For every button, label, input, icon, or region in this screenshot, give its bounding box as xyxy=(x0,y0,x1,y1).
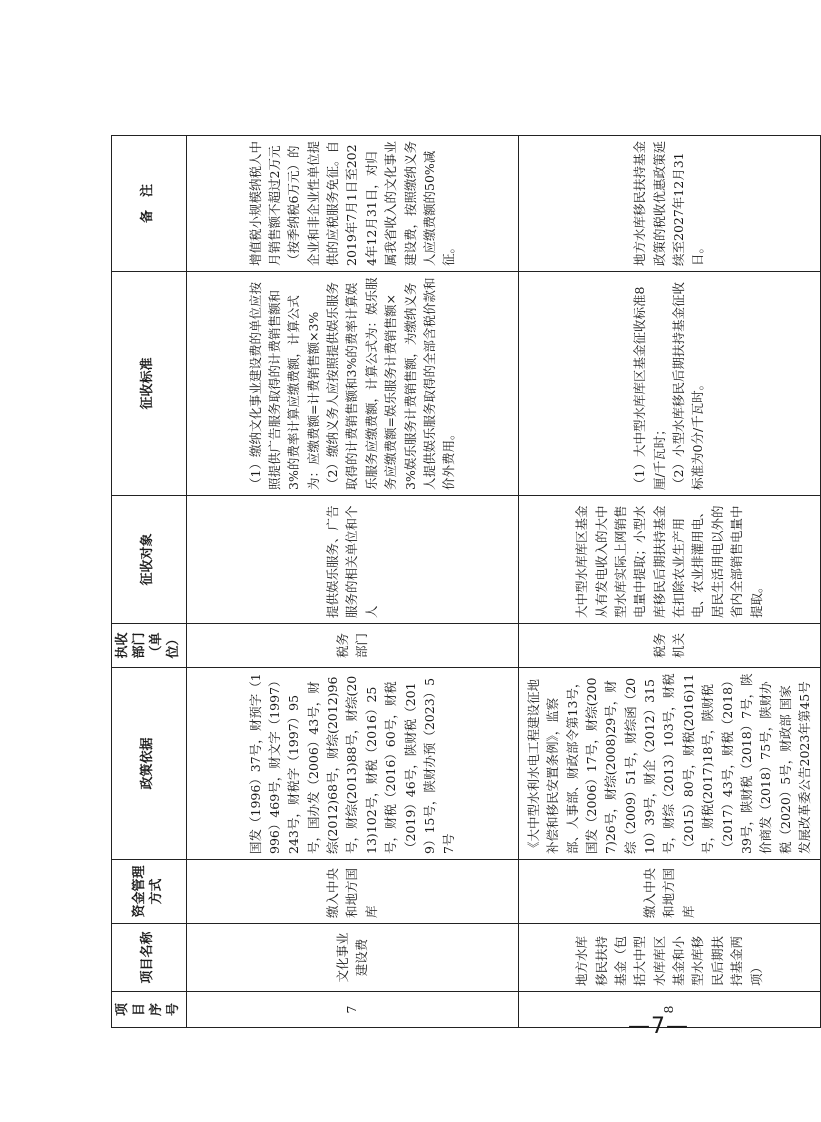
table-header-row xyxy=(112,136,187,1028)
header-seq: 项目序号 xyxy=(112,992,187,1028)
header-basis: 政策依据 xyxy=(112,668,187,860)
cell-name: 地方水库移民扶持基金（包括大中型水库库区基金和小型水库移民后期扶持基金两项） xyxy=(518,924,820,992)
cell-seq: 7 xyxy=(186,992,518,1028)
cell-remark: 增值税小规模纳税人中月销售额不超过2万元（按季纳税6万元）的企业和非企业性单位提供的应税服务免征。自2019年7月1日至2024年12月31日，对归属我省收入的文化事业建设费，按照缴纳义务人应缴费额的50%减征。 xyxy=(186,136,518,272)
cell-dept: 税务机关 xyxy=(518,624,820,668)
cell-fund-mgmt: 缴入中央和地方国库 xyxy=(186,860,518,924)
header-name: 项目名称 xyxy=(112,924,187,992)
header-fund-mgmt: 资金管理方式 xyxy=(112,860,187,924)
cell-dept: 税务部门 xyxy=(186,624,518,668)
page-number: —7— xyxy=(628,1014,689,1039)
cell-standard: （1）大中型水库库区基金征收标准8厘/千瓦时； （2）小型水库移民后期扶持基金征收标准为0分/千瓦时。 xyxy=(518,272,820,496)
table-row xyxy=(518,136,820,1028)
table-row xyxy=(186,136,518,1028)
header-standard: 征收标准 xyxy=(112,272,187,496)
cell-target: 大中型水库库区基金从有发电收入的大中型水库实际上网销售电量中提取；小型水库移民后期扶持基金在扣除农业生产用电、农业排灌用电、居民生活用电以外的省内全部销售电量中提取。 xyxy=(518,496,820,624)
cell-fund-mgmt: 缴入中央和地方国库 xyxy=(518,860,820,924)
policy-table xyxy=(111,135,821,1028)
rotated-table-wrapper xyxy=(111,136,812,1028)
header-target: 征收对象 xyxy=(112,496,187,624)
cell-standard: （1）缴纳文化事业建设费的单位应按照提供广告服务取得的计费销售额和3%的费率计算应缴费额，计算公式为：应缴费额=计费销售额×3% （2）缴纳义务人应按照提供娱乐服务取得的计费销售额和3%的费率计算娱乐服务应缴费额，计算公式为：娱乐服务应缴费额=娱乐服务计费销售额×3%娱乐服务计费销售额，为缴纳义务人提供娱乐服务取得的全部含税价款和价外费用。 xyxy=(186,272,518,496)
cell-basis: 国发（1996）37号，财预字（1996）469号，财文字（1997）243号，财税字（1997）95号，国办发（2006）43号，财综(2012)68号，财综(2012)96号，财综(2013)88号，财综(2013)102号，财税（2016）25号，财税（2016）60号，财税（2019）46号，陕财税（2019）15号，陕财办预（2023）57号 xyxy=(186,668,518,860)
cell-basis: 《大中型水利水电工程建设征地补偿和移民安置条例》，监察部、人事部、财政部令第13号，国发（2006）17号，财综(2007)26号，财综(2008)29号，财综（2009）51号，财综函（2010）39号，财企（2012）315号，财综（2013）103号，财税（2015）80号，财税(2016)11号，财税(2017)18号，陕财税（2017）43号，财税（2018）39号，陕财税（2018）7号，陕价商发（2018）75号，陕财办税（2020）5号，财政部 国家发展改革委公告2023年第45号 xyxy=(518,668,820,860)
header-dept: 执收部门（单位） xyxy=(112,624,187,668)
header-remark: 备 注 xyxy=(112,136,187,272)
cell-remark: 地方水库移民扶持基金政策的税收优惠政策延续至2027年12月31日。 xyxy=(518,136,820,272)
cell-name: 文化事业建设费 xyxy=(186,924,518,992)
cell-seq: 8 xyxy=(518,992,820,1028)
cell-target: 提供娱乐服务、广告服务的相关单位和个人 xyxy=(186,496,518,624)
